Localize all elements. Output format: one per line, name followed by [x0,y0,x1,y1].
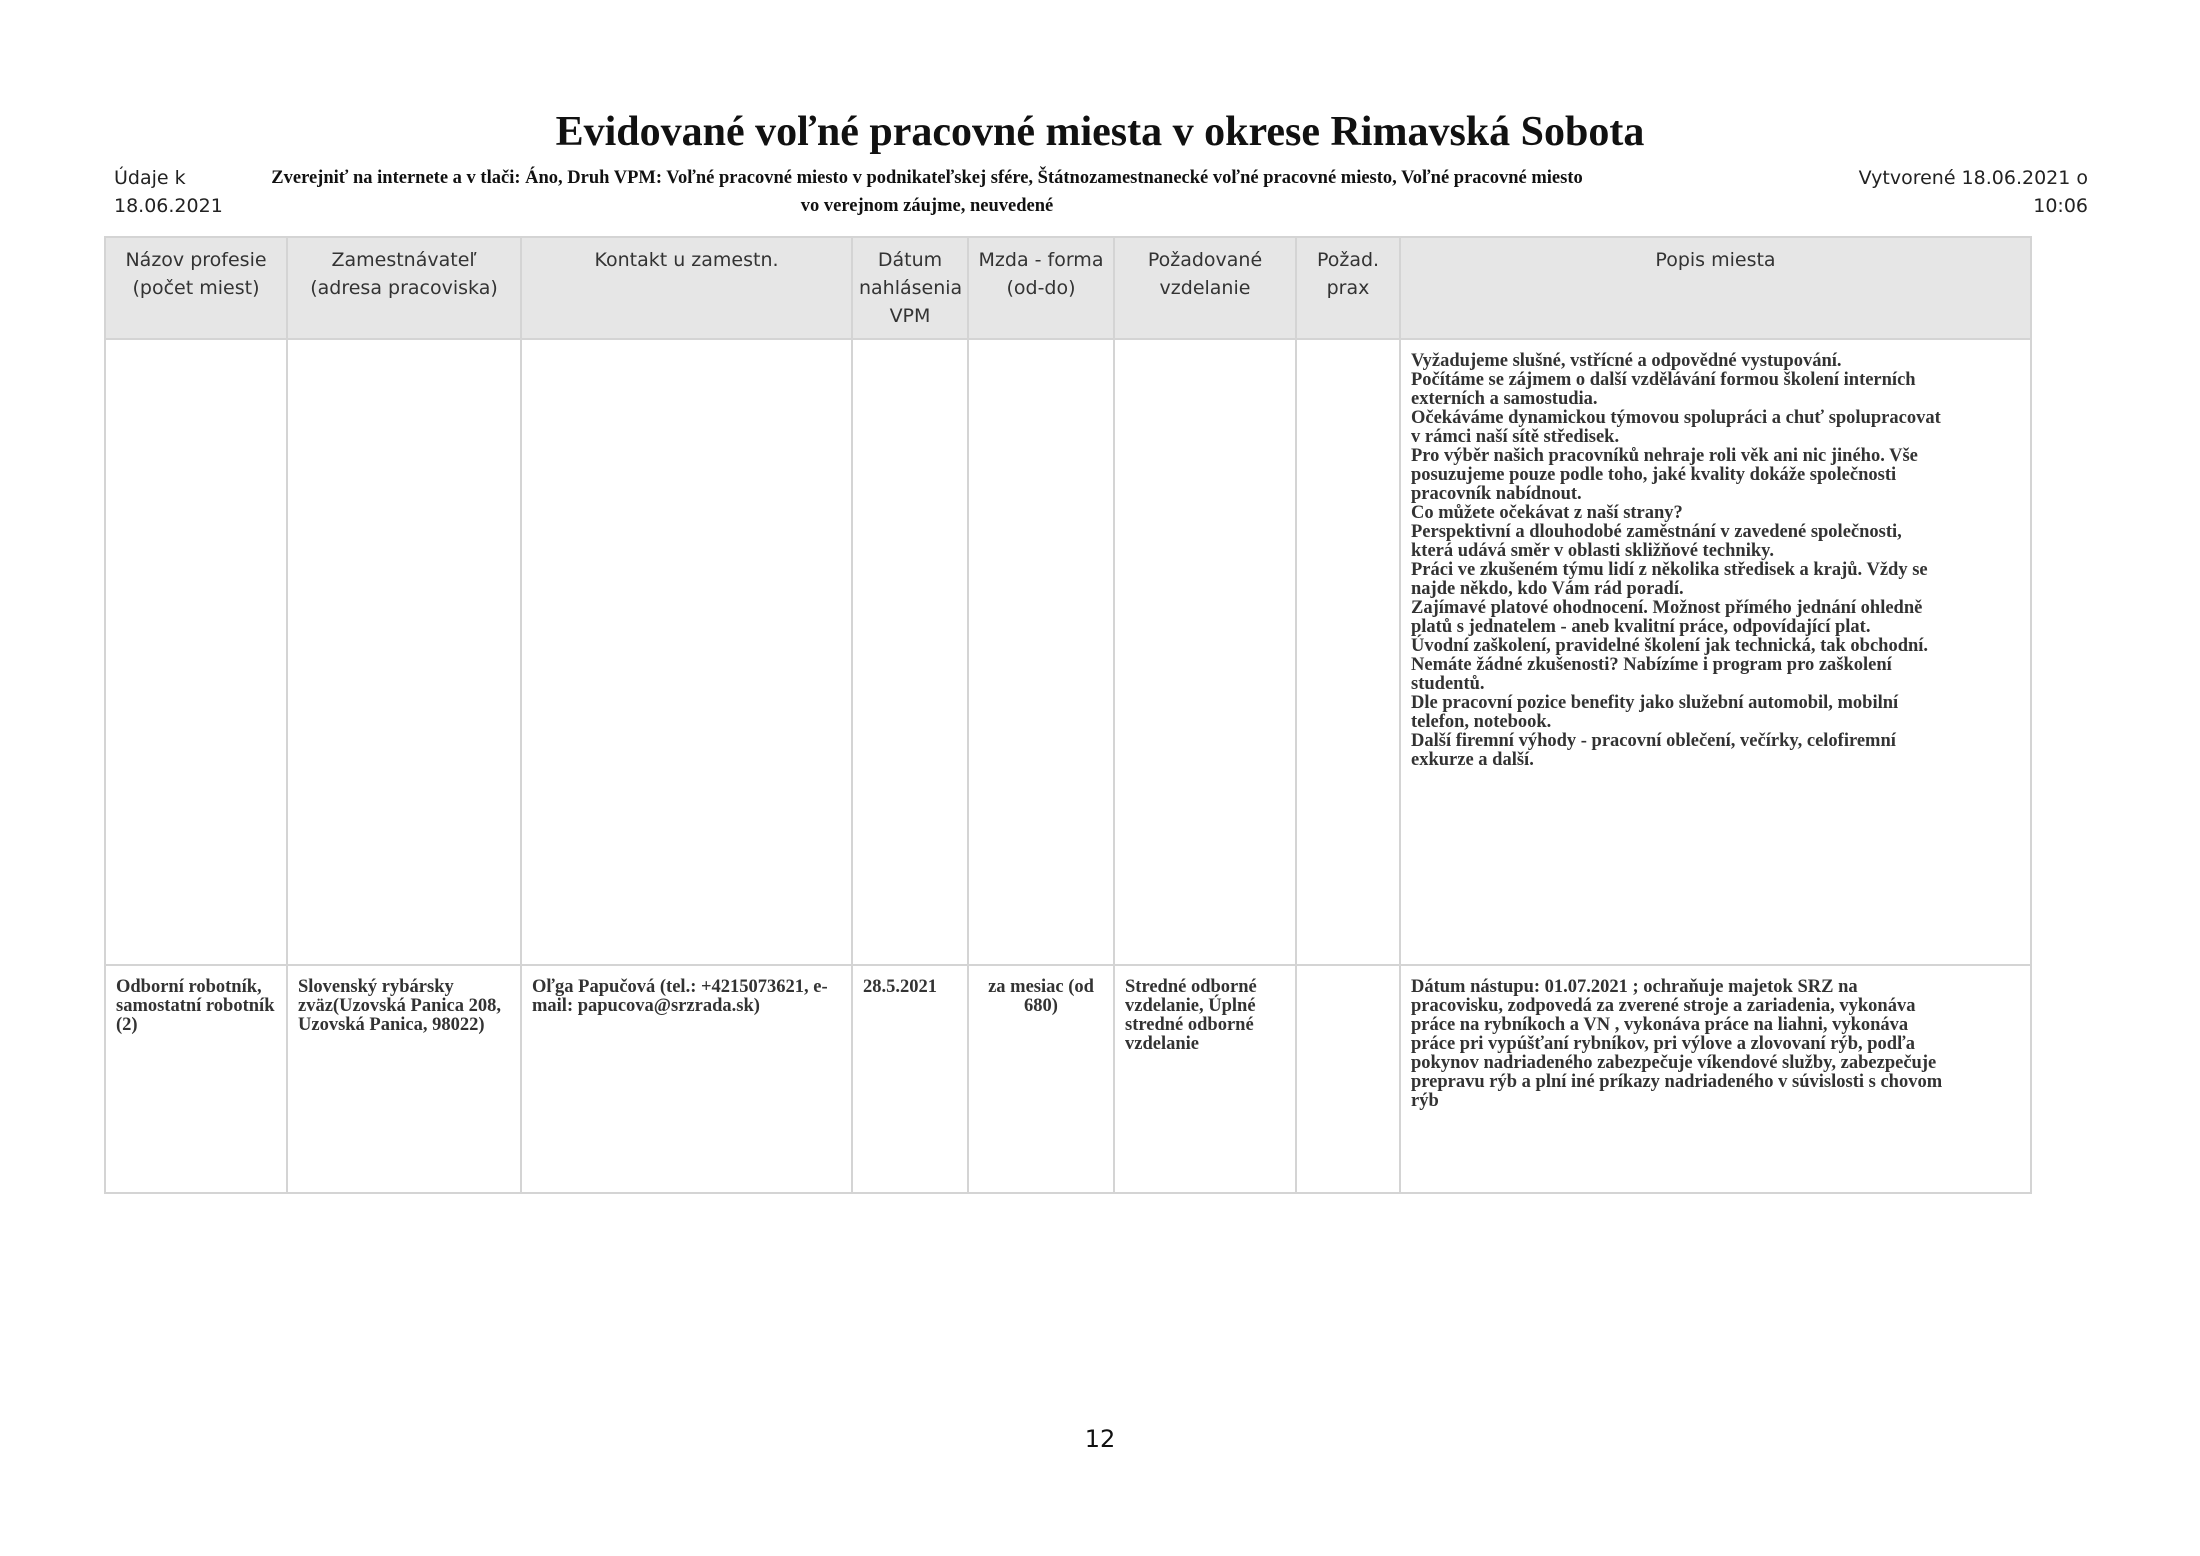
cell-mzda [968,339,1114,965]
table-row [105,965,2031,1193]
popis-line: Počítáme se zájmem o další vzdělávání formou školení interních [1411,370,1916,390]
cell-vzdelanie [1114,339,1296,965]
popis-line: Očekáváme dynamickou týmovou spolupráci a chuť spolupracovat [1411,408,1941,428]
header-prax: Požad. prax [1296,237,1400,339]
popis-line: Úvodní zaškolení, pravidelné školení jak technická, tak obchodní. [1411,636,1929,656]
page-title: Evidované voľné pracovné miesta v okrese Rimavská Sobota [555,109,1645,155]
popis-line: platů s jednatelem - aneb kvalitní práce, odpovídající plat. [1411,617,1871,637]
created-timestamp: Vytvorené 18.06.2021 o 10:06 [1858,167,2088,217]
header-profesia: Názov profesie (počet miest) [105,237,287,339]
popis-line: Práci ve zkušeném týmu lidí z několika středisek a krajů. Vždy se [1411,560,1928,580]
filter-description: Zverejniť na internete a v tlači: Áno, Druh VPM: Voľné pracovné miesto v podnikateľskej sfére, Štátnozamestnanecké voľné pracovné miesto, Voľné pracovné miesto vo verejnom záujme, neuvedené [271,168,1583,216]
popis-line: která udává směr v oblasti skližňové techniky. [1411,541,1774,561]
cell-popis [1400,965,2031,1193]
cell-prax [1296,965,1400,1193]
popis-line: Vyžadujeme slušné, vstřícné a odpovědné vystupování. [1411,351,1842,371]
cell-zamestnavatel [287,339,521,965]
popis-line: pracovisku, zodpovedá za zverené stroje a zariadenia, vykonáva [1411,996,1916,1016]
data-date-label: Údaje k 18.06.2021 [114,167,223,217]
cell-vzdelanie: Stredné odborné vzdelanie, Úplné stredné odborné vzdelanie [1114,965,1296,1193]
cell-kontakt: Oľga Papučová (tel.: +4215073621, e-mail: papucova@srzrada.sk) [521,965,852,1193]
popis-line: v rámci naší sítě středisek. [1411,427,1620,447]
popis-line: Další firemní výhody - pracovní oblečení, večírky, celofiremní [1411,731,1896,751]
header-zamestnavatel: Zamestnávateľ (adresa pracoviska) [287,237,521,339]
popis-line: telefon, notebook. [1411,712,1552,732]
popis-line: Zajímavé platové ohodnocení. Možnost přímého jednání ohledně [1411,598,1923,618]
header-kontakt: Kontakt u zamestn. [521,237,852,339]
popis-line: studentů. [1411,674,1485,694]
popis-line: pokynov nadriadeného zabezpečuje víkendové služby, zabezpečuje [1411,1053,1937,1073]
cell-prax [1296,339,1400,965]
cell-zamestnavatel: Slovenský rybársky zväz(Uzovská Panica 208, Uzovská Panica, 98022) [287,965,521,1193]
popis-line: Dátum nástupu: 01.07.2021 ; ochraňuje majetok SRZ na [1411,977,1858,997]
popis-line: rýb [1411,1091,1439,1111]
popis-line: Pro výběr našich pracovníků nehraje roli věk ani nic jiného. Vše [1411,446,1918,466]
popis-line: Nemáte žádné zkušenosti? Nabízíme i program pro zaškolení [1411,655,1892,675]
table-header-row [105,237,2031,339]
popis-line: exkurze a další. [1411,750,1534,770]
page-number: 12 [1084,1425,1116,1453]
cell-profesia [105,339,287,965]
cell-datum [852,339,968,965]
table-row [105,339,2031,965]
cell-kontakt [521,339,852,965]
header-popis: Popis miesta [1400,237,2031,339]
popis-line: prepravu rýb a plní iné príkazy nadriadeného v súvislosti s chovom [1411,1072,1943,1092]
vacancies-table [104,236,2032,1194]
popis-line: Perspektivní a dlouhodobé zaměstnání v zavedené společnosti, [1411,522,1902,542]
cell-popis [1400,339,2031,965]
popis-line: Co můžete očekávat z naší strany? [1411,503,1683,523]
popis-line: najde někdo, kdo Vám rád poradí. [1411,579,1684,599]
header-mzda: Mzda - forma (od-do) [968,237,1114,339]
cell-profesia: Odborní robotník, samostatní robotník (2) [105,965,287,1193]
popis-line: Dle pracovní pozice benefity jako služební automobil, mobilní [1411,693,1899,713]
header-vzdelanie: Požadované vzdelanie [1114,237,1296,339]
popis-line: posuzujeme pouze podle toho, jaké kvality dokáže společnosti [1411,465,1897,485]
cell-mzda: za mesiac (od 680) [968,965,1114,1193]
popis-line: práce na rybníkoch a VN , vykonáva práce na liahni, vykonáva [1411,1015,1909,1035]
popis-line: práce pri vypúšťaní rybníkov, pri výlove a zlovovaní rýb, podľa [1411,1034,1915,1054]
header-datum: Dátum nahlásenia VPM [852,237,968,339]
popis-line: externích a samostudia. [1411,389,1598,409]
cell-datum: 28.5.2021 [852,965,968,1193]
popis-line: pracovník nabídnout. [1411,484,1582,504]
